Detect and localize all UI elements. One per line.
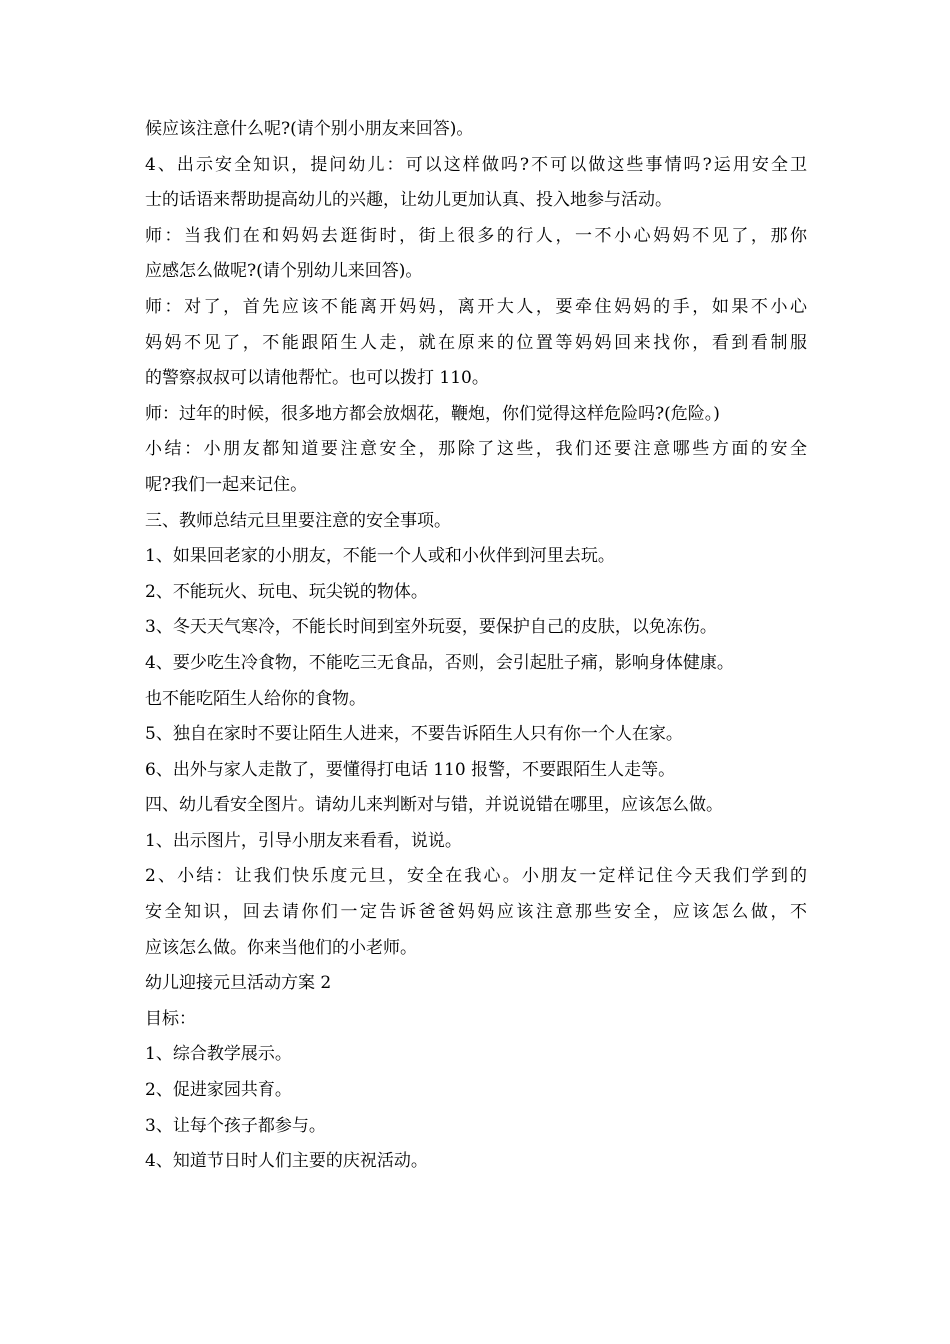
document-line: 3、让每个孩子都参与。 — [145, 1115, 326, 1136]
document-line: 5、独自在家时不要让陌生人进来，不要告诉陌生人只有你一个人在家。 — [145, 724, 683, 745]
document-line: 幼儿迎接元旦活动方案 2 — [145, 973, 332, 994]
document-line: 2、不能玩火、玩电、玩尖锐的物体。 — [145, 581, 428, 602]
document-line: 应该怎么做。你来当他们的小老师。 — [145, 937, 417, 958]
document-line: 小结：小朋友都知道要注意安全，那除了这些，我们还要注意哪些方面的安全 — [145, 439, 807, 460]
document-line: 师：过年的时候，很多地方都会放烟花，鞭炮，你们觉得这样危险吗?(危险。) — [145, 403, 720, 424]
document-line: 三、教师总结元旦里要注意的安全事项。 — [145, 510, 451, 531]
document-line: 师：当我们在和妈妈去逛街时，街上很多的行人，一不小心妈妈不见了，那你 — [145, 225, 807, 246]
document-line: 2、小结：让我们快乐度元旦，安全在我心。小朋友一定样记住今天我们学到的 — [145, 866, 807, 887]
document-line: 1、综合教学展示。 — [145, 1044, 292, 1065]
document-line: 2、促进家园共育。 — [145, 1080, 292, 1101]
document-line: 应感怎么做呢?(请个别幼儿来回答)。 — [145, 261, 423, 282]
document-line: 6、出外与家人走散了，要懂得打电话 110 报警，不要跟陌生人走等。 — [145, 759, 676, 780]
document-line: 士的话语来帮助提高幼儿的兴趣，让幼儿更加认真、投入地参与活动。 — [145, 190, 672, 211]
document-line: 安全知识，回去请你们一定告诉爸爸妈妈应该注意那些安全，应该怎么做，不 — [145, 902, 807, 923]
document-line: 的警察叔叔可以请他帮忙。也可以拨打 110。 — [145, 368, 489, 389]
document-line: 4、出示安全知识，提问幼儿：可以这样做吗?不可以做这些事情吗?运用安全卫 — [145, 154, 807, 175]
document-line: 目标： — [145, 1008, 196, 1029]
document-line: 1、如果回老家的小朋友，不能一个人或和小伙伴到河里去玩。 — [145, 546, 615, 567]
document-line: 也不能吃陌生人给你的食物。 — [145, 688, 366, 709]
document-line: 妈妈不见了，不能跟陌生人走，就在原来的位置等妈妈回来找你，看到看制服 — [145, 332, 807, 353]
document-page — [145, 112, 807, 1180]
document-line: 呢?我们一起来记住。 — [145, 474, 308, 495]
document-line: 4、要少吃生冷食物，不能吃三无食品，否则，会引起肚子痛，影响身体健康。 — [145, 652, 734, 673]
document-line: 4、知道节日时人们主要的庆祝活动。 — [145, 1151, 428, 1172]
document-line: 1、出示图片，引导小朋友来看看，说说。 — [145, 830, 462, 851]
document-line: 师：对了，首先应该不能离开妈妈，离开大人，要牵住妈妈的手，如果不小心 — [145, 296, 807, 317]
document-line: 3、冬天天气寒冷，不能长时间到室外玩耍，要保护自己的皮肤，以免冻伤。 — [145, 617, 717, 638]
document-line: 四、幼儿看安全图片。请幼儿来判断对与错，并说说错在哪里，应该怎么做。 — [145, 795, 723, 816]
document-line: 候应该注意什么呢?(请个别小朋友来回答)。 — [145, 119, 474, 139]
